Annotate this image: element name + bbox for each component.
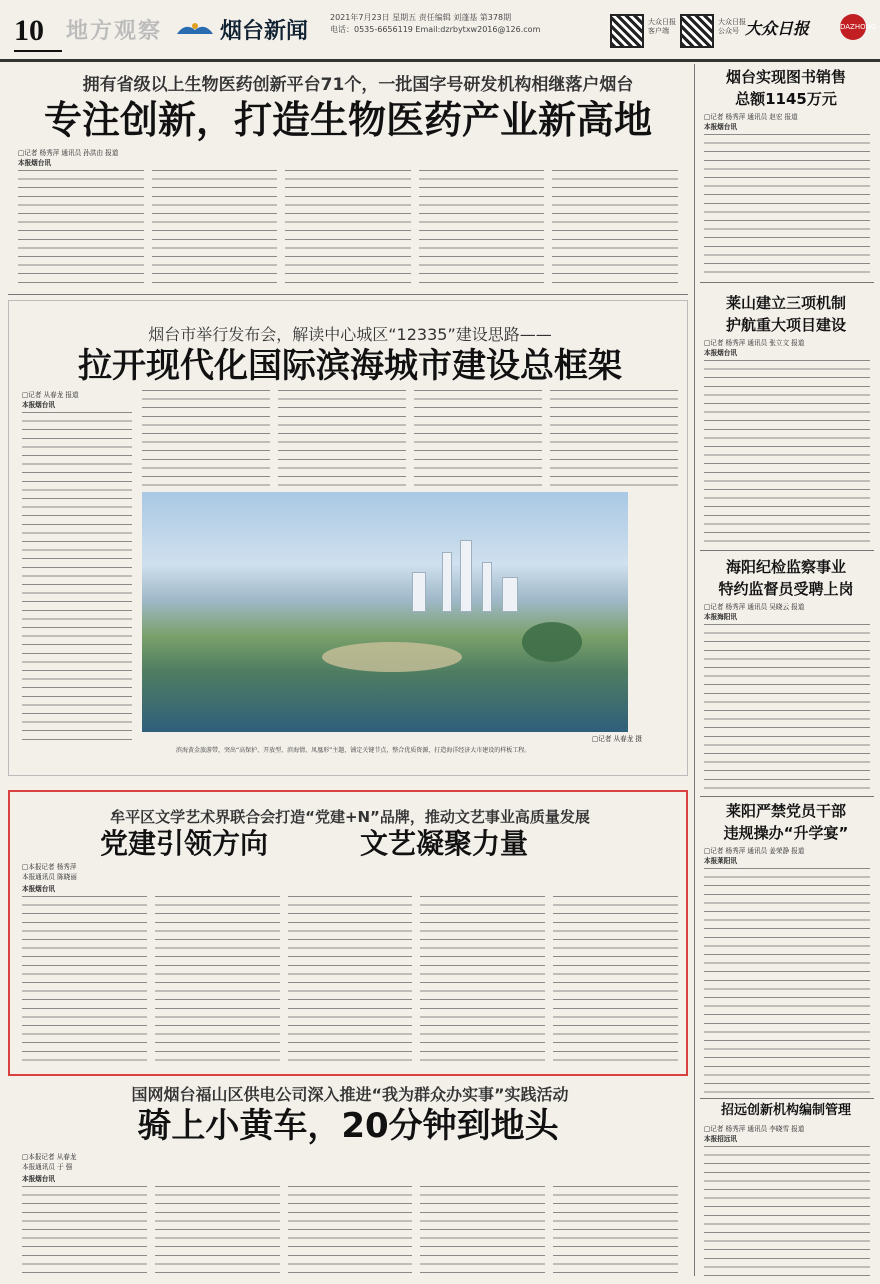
sidebar-byline-1: □记者 杨秀萍 通讯员 赵宏 报道 — [704, 113, 798, 121]
article2-kicker: 烟台市举行发布会，解读中心城区“12335”建设思路—— — [148, 325, 552, 344]
sidebar-byline-4: □记者 杨秀萍 通讯员 姜荣静 报道 — [704, 847, 805, 855]
article4-headline: 骑上小黄车，20分钟到地头 — [137, 1106, 559, 1146]
sidebar-lead-4: 本报莱阳讯 — [704, 857, 737, 865]
article3-body — [22, 896, 678, 1066]
city-aerial-photo — [142, 492, 628, 732]
article3-byline: □本报记者 杨秀萍 本报通讯员 陈晓丽 — [22, 863, 77, 881]
sidebar-byline-5: □记者 杨秀萍 通讯员 李晓雪 报道 — [704, 1125, 805, 1133]
article1-body — [18, 170, 678, 286]
city-emblem-icon — [175, 20, 215, 36]
sidebar-byline-2: □记者 杨秀萍 通讯员 张立文 报道 — [704, 339, 805, 347]
text-column — [553, 1186, 678, 1276]
brand-logo-icon: DAZHONG — [840, 14, 866, 40]
text-column — [22, 412, 132, 746]
article1-byline: □记者 杨秀萍 通讯员 孙洪由 报道 — [18, 149, 119, 157]
article3-headline-right: 文艺凝聚力量 — [360, 827, 529, 860]
divider — [8, 294, 688, 295]
sidebar-headline-3: 海阳纪检监察事业 特约监督员受聘上岗 — [718, 558, 854, 598]
article3-lead: 本报烟台讯 — [22, 885, 55, 893]
text-column — [18, 170, 144, 286]
text-column — [142, 390, 270, 486]
sidebar-headline-2: 莱山建立三项机制 护航重大项目建设 — [725, 294, 846, 334]
qr-code-icon — [610, 14, 644, 48]
photo-credit: □记者 从春龙 摄 — [592, 735, 642, 743]
text-column — [419, 170, 545, 286]
divider — [700, 550, 874, 551]
text-column — [288, 1186, 413, 1276]
text-column — [550, 390, 678, 486]
text-column — [155, 896, 280, 1066]
qr-label-wechat: 大众日报公众号 — [718, 18, 746, 35]
sidebar-lead-1: 本报烟台讯 — [704, 123, 737, 131]
page-number: 10 — [14, 14, 44, 47]
masthead — [0, 0, 880, 62]
sidebar-lead-5: 本报招远讯 — [704, 1135, 737, 1143]
page-number-underline — [14, 50, 62, 52]
text-column — [155, 1186, 280, 1276]
text-column — [420, 896, 545, 1066]
article3-headline-left: 党建引领方向 — [100, 827, 269, 860]
article4-kicker: 国网烟台福山区供电公司深入推进“我为群众办实事”实践活动 — [131, 1085, 569, 1104]
text-column — [278, 390, 406, 486]
newspaper-brand: 大众日报 — [745, 19, 810, 38]
sidebar-byline-3: □记者 杨秀萍 通讯员 吴晓云 报道 — [704, 603, 805, 611]
issue-info — [330, 12, 580, 36]
text-column — [22, 1186, 147, 1276]
article2-lead: 本报烟台讯 — [22, 401, 55, 409]
qr-label-client: 大众日报客户端 — [648, 18, 676, 35]
qr-code-icon — [680, 14, 714, 48]
divider — [700, 282, 874, 283]
text-column — [414, 390, 542, 486]
sidebar-lead-3: 本报海阳讯 — [704, 613, 737, 621]
article1-headline: 专注创新，打造生物医药产业新高地 — [43, 98, 652, 142]
text-column — [704, 134, 870, 274]
article2-body-top — [142, 390, 678, 486]
article1-lead: 本报烟台讯 — [18, 159, 51, 167]
text-column — [704, 360, 870, 544]
text-column — [704, 868, 870, 1094]
divider — [700, 796, 874, 797]
text-column — [553, 896, 678, 1066]
article4-byline: □本报记者 从春龙 本报通讯员 于 强 — [22, 1153, 77, 1171]
article4-body — [22, 1186, 678, 1276]
text-column — [152, 170, 278, 286]
article3-kicker: 牟平区文学艺术界联合会打造“党建+N”品牌，推动文艺事业高质量发展 — [110, 808, 590, 826]
text-column — [22, 896, 147, 1066]
text-column — [288, 896, 413, 1066]
text-column — [704, 624, 870, 790]
section-logo: 烟台新闻 — [220, 19, 309, 44]
issue-date-line: 2021年7月23日 星期五 责任编辑 刘蓬基 第378期 — [330, 13, 512, 22]
text-column — [704, 1146, 870, 1276]
article1-kicker: 拥有省级以上生物医药创新平台71个，一批国字号研发机构相继落户烟台 — [82, 75, 634, 95]
section-name: 地方观察 — [66, 19, 163, 44]
sidebar-lead-2: 本报烟台讯 — [704, 349, 737, 357]
issue-contact-line: 电话：0535-6656119 Email:dzrbytxw2016@126.com — [330, 25, 541, 34]
text-column — [552, 170, 678, 286]
text-column — [420, 1186, 545, 1276]
sidebar-headline-4: 莱阳严禁党员干部 违规操办“升学宴” — [723, 802, 849, 842]
divider — [700, 1098, 874, 1099]
sidebar-divider — [694, 64, 695, 1276]
sidebar-headline-1: 烟台实现图书销售 总额1145万元 — [725, 68, 846, 108]
sidebar-headline-5: 招远创新机构编制管理 — [720, 1103, 851, 1118]
photo-caption: 滨海黄金旅游带，突出“高保护、开放型、滨海情、凤凰形”主题，铺定关键节点，整合优质资源，打造海洋经济大市建设的样板工程。 — [176, 747, 531, 754]
article2-headline: 拉开现代化国际滨海城市建设总框架 — [78, 346, 622, 386]
text-column — [285, 170, 411, 286]
article2-byline: □记者 从春龙 报道 — [22, 391, 79, 399]
article4-lead: 本报烟台讯 — [22, 1175, 55, 1183]
